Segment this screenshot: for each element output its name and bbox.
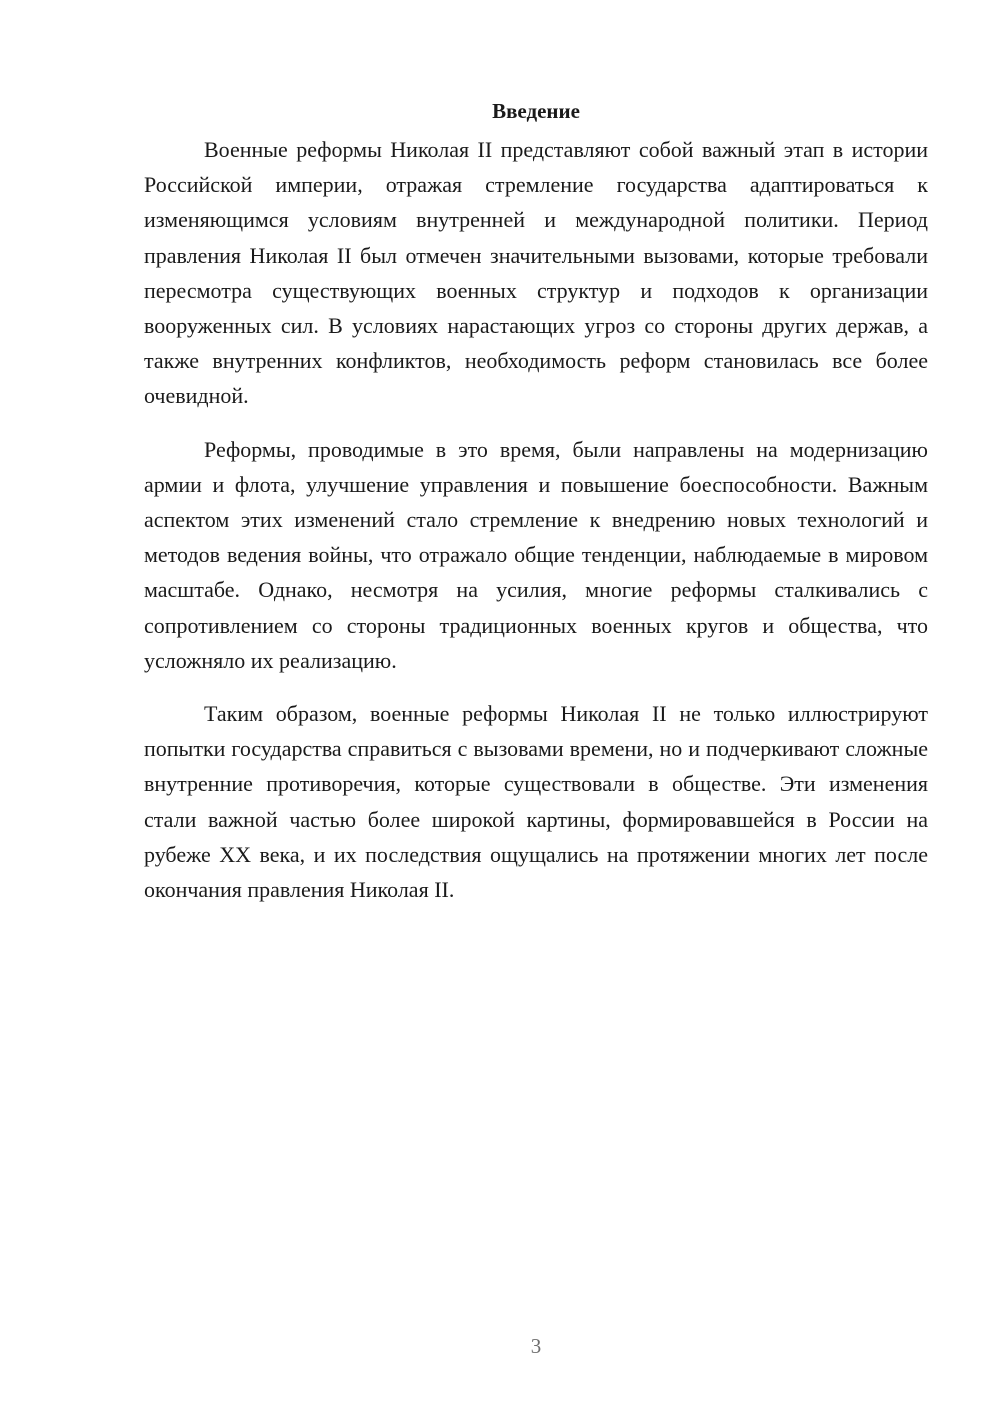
- paragraph-3: Таким образом, военные реформы Николая II не только иллюстрируют попытки государства справиться с вызовами времени, но и подчеркивают сложные внутренние противоречия, которые существовали в обществе. Эти изменения стали важной частью более широкой картины, формировавшейся в России на рубеже XX века, и их последствия ощущались на протяжении многих лет после окончания правления Николая II.: [144, 701, 928, 903]
- page-content: [144, 94, 928, 925]
- paragraph-2: Реформы, проводимые в это время, были направлены на модернизацию армии и флота, улучшение управления и повышение боеспособности. Важным аспектом этих изменений стало стремление к внедрению новых технологий и методов ведения войны, что отражало общие тенденции, наблюдаемые в мировом масштабе. Однако, несмотря на усилия, многие реформы сталкивались с сопротивлением со стороны традиционных военных кругов и общества, что усложняло их реализацию.: [144, 436, 928, 673]
- page-number: 3: [530, 1334, 542, 1358]
- paragraph-1: Военные реформы Николая II представляют собой важный этап в истории Российской империи, отражая стремление государства адаптироваться к изменяющимся условиям внутренней и международной политики. Период правления Николая II был отмечен значительными вызовами, которые требовали пересмотра существующих военных структур и подходов к организации вооруженных сил. В условиях нарастающих угроз со стороны других держав, а также внутренних конфликтов, необходимость реформ становилась все более очевидной.: [144, 137, 928, 409]
- section-title: Введение: [492, 99, 580, 123]
